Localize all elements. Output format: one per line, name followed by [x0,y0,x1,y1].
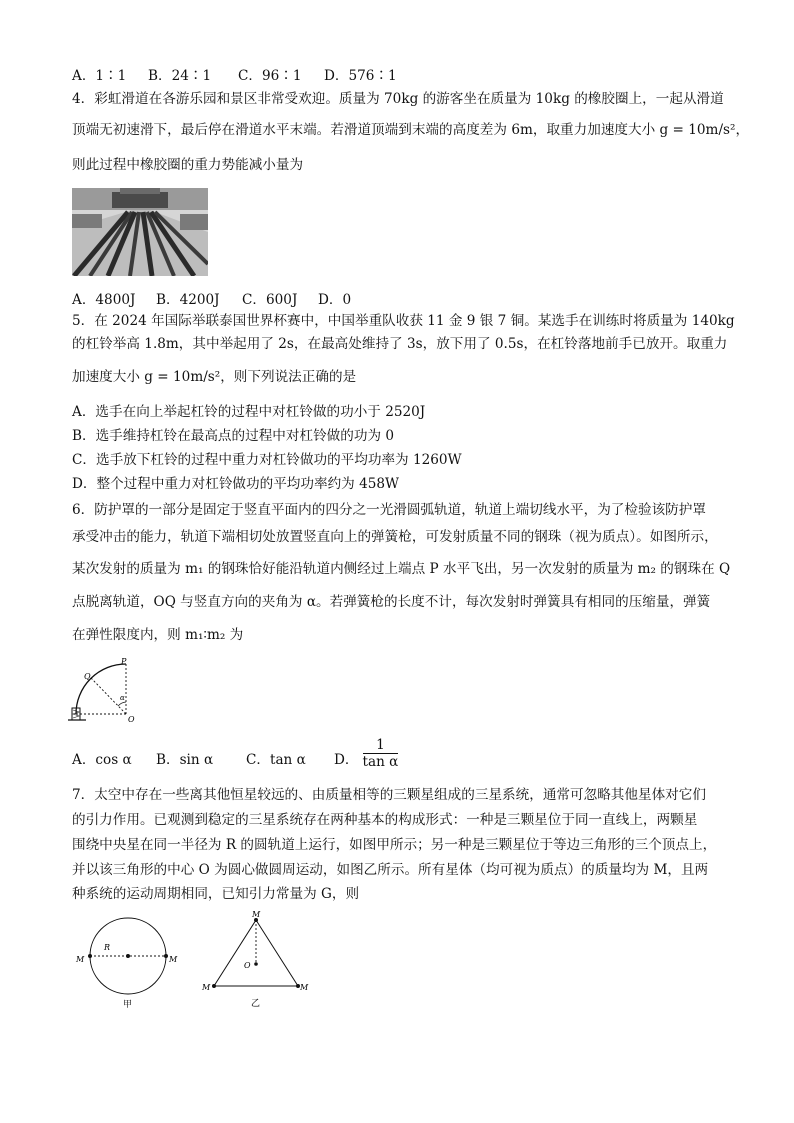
q5-option-a: A．选手在向上举起杠铃的过程中对杠铃做的功小于 2520J [72,404,426,420]
q6-arc-track-diagram [66,656,146,724]
fraction-denominator: tan α [362,754,399,770]
label-o: O [244,961,251,970]
fig-jia-collinear-system [68,910,192,1010]
q4-option-d: D．0 [318,292,352,308]
q3-option-d: D．576∶1 [324,68,397,84]
caption-yi: 乙 [251,999,261,1009]
q4-line-1: 4．彩虹滑道在各游乐园和景区非常受欢迎。质量为 70kg 的游客坐在质量为 10kg 的橡胶圈上，一起从滑道 [72,91,724,107]
q3-options [72,64,397,84]
q6-option-d [334,737,399,770]
q6-option-a: A．cos α [72,752,132,768]
fraction-numerator: 1 [363,737,399,754]
label-m-right: M [169,955,178,964]
q3-option-c: C．96∶1 [238,68,302,84]
q5-option-d: D．整个过程中重力对杠铃做功的平均功率约为 458W [72,476,400,492]
star-right [164,954,168,958]
center-o [254,962,258,966]
label-r: R [104,943,111,952]
fig-yi-triangle-system [200,910,312,1010]
q4-option-a: A．4800J [72,292,136,308]
label-m-top: M [252,910,261,919]
q7-line-3: 围绕中央星在同一半径为 R 的圆轨道上运行，如图甲所示；另一种是三颗星位于等边三角形的三个顶点上， [72,837,717,853]
label-o: O [128,715,135,724]
q6-options [72,737,399,770]
label-m-left: M [76,955,85,964]
q5-line-3: 加速度大小 g = 10m/s²，则下列说法正确的是 [72,369,357,385]
q5-line-1: 5．在 2024 年国际举联泰国世界杯赛中，中国举重队收获 11 金 9 银 7 铜。某选手在训练时将质量为 140kg [72,313,735,329]
label-alpha: α [120,694,125,702]
caption-jia: 甲 [123,1000,133,1010]
q5-line-2: 的杠铃举高 1.8m，其中举起用了 2s，在最高处维持了 3s，放下用了 0.5s，在杠铃落地前手已放开。取重力 [72,336,728,352]
star-left [88,954,92,958]
q6-option-d-fraction [363,737,399,770]
water-slide-photo [72,188,208,276]
q4-line-3: 则此过程中橡胶圈的重力势能减小量为 [72,157,304,173]
q6-line-1: 6．防护罩的一部分是固定于竖直平面内的四分之一光滑圆弧轨道，轨道上端切线水平，为了检验该防护罩 [72,502,706,518]
q7-line-4: 并以该三角形的中心 O 为圆心做圆周运动，如图乙所示。所有星体（均可视为质点）的质量均为 M，且两 [72,862,709,878]
label-q: Q [84,672,91,681]
q6-option-c: C．tan α [246,752,306,768]
q4-options [72,288,351,308]
q6-line-2: 承受冲击的能力，轨道下端相切处放置竖直向上的弹簧枪，可发射质量不同的钢珠（视为质点）。如图所示， [72,529,718,545]
q6-line-5: 在弹性限度内，则 m₁∶m₂ 为 [72,627,244,643]
star-center [126,954,130,958]
q7-line-2: 的引力作用。已观测到稳定的三星系统存在两种基本的构成形式：一种是三颗星位于同一直线上，两颗星 [72,812,698,828]
q6-line-4: 点脱离轨道，OQ 与竖直方向的夹角为 α。若弹簧枪的长度不计，每次发射时弹簧具有相同的压缩量，弹簧 [72,594,711,610]
label-m-right: M [300,983,309,992]
q5-option-c: C．选手放下杠铃的过程中重力对杠铃做功的平均功率为 1260W [72,452,462,468]
label-p: P [121,657,127,666]
q6-option-b: B．sin α [156,752,214,768]
star-bottom-left [212,984,216,988]
q4-option-c: C．600J [242,292,298,308]
q6-option-d-letter: D． [334,752,359,768]
q4-line-2: 顶端无初速滑下，最后停在滑道水平末端。若滑道顶端到末端的高度差为 6m，取重力加速度大小 g = 10m/s²， [72,122,750,138]
q7-line-1: 7．太空中存在一些离其他恒星较远的、由质量相等的三颗星组成的三星系统，通常可忽略其他星体对它们 [72,787,706,803]
q3-option-a: A．1∶1 [72,68,127,84]
q3-option-b: B．24∶1 [148,68,212,84]
alpha-arc [118,702,126,706]
q7-line-5: 种系统的运动周期相同，已知引力常量为 G，则 [72,886,360,902]
q6-line-3: 某次发射的质量为 m₁ 的钢珠恰好能沿轨道内侧经过上端点 P 水平飞出，另一次发射的质量为 m₂ 的钢珠在 Q [72,561,731,577]
q5-option-b: B．选手维持杠铃在最高点的过程中对杠铃做的功为 0 [72,428,395,444]
q4-option-b: B．4200J [156,292,220,308]
label-m-left: M [202,983,211,992]
